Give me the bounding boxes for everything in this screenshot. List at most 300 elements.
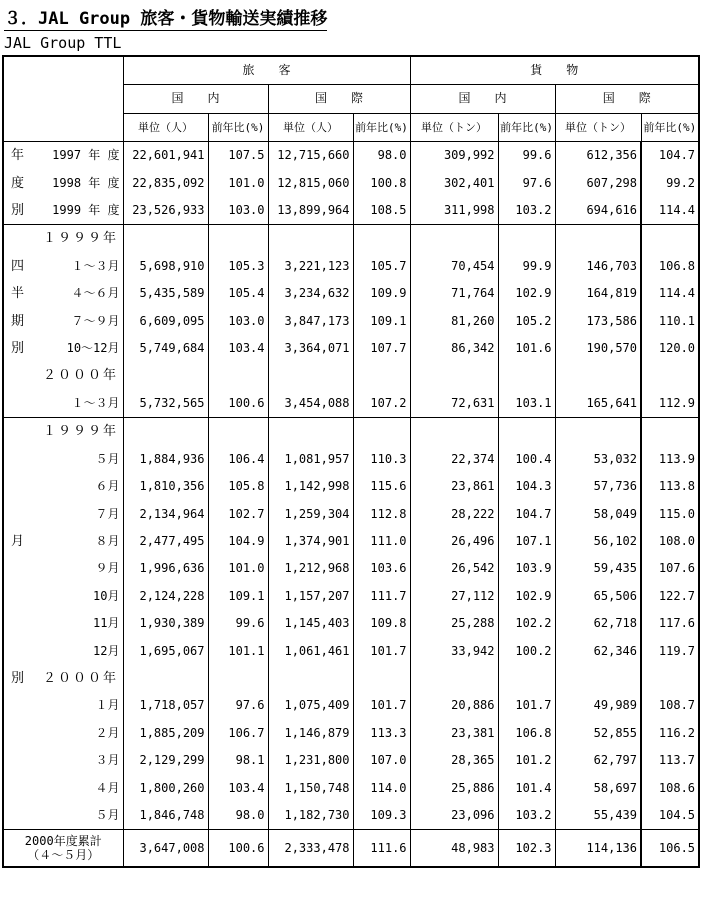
table-body [3,56,699,867]
row-label: ５月 [95,807,120,822]
yoy-cell: 102.2 [498,610,555,637]
month-row [3,501,699,528]
month-row [3,610,699,637]
yoy-cell: 101.6 [498,335,555,362]
empty-cell [268,225,353,253]
value-cell: 1,930,389 [123,610,208,637]
yoy-cell: 101.0 [208,555,268,582]
yoy-cell: 109.3 [353,802,410,830]
section-label-blank [3,775,31,802]
page-subtitle: JAL Group TTL [4,34,122,52]
empty-cell [555,362,641,389]
header-unit: 単位（トン） [410,113,498,141]
value-cell: 62,718 [555,610,641,637]
month-row [3,528,699,555]
value-cell: 164,819 [555,280,641,307]
yoy-cell: 108.6 [641,775,699,802]
value-cell: 62,797 [555,747,641,774]
row-label: １月 [95,698,120,713]
value-cell: 1,846,748 [123,802,208,830]
month-row [3,802,699,830]
yoy-cell: 99.9 [498,253,555,280]
yoy-cell: 122.7 [641,583,699,610]
value-cell: 2,124,228 [123,583,208,610]
section-label-blank [3,473,31,500]
empty-cell [410,665,498,692]
row-label: ６月 [95,479,120,494]
yoy-cell: 110.3 [353,446,410,473]
yoy-cell: 108.5 [353,197,410,225]
month-row [3,473,699,500]
header-unit: 単位（人） [123,113,208,141]
yoy-cell: 103.9 [498,555,555,582]
value-cell: 13,899,964 [268,197,353,225]
yoy-cell: 101.2 [498,747,555,774]
value-cell: 1,075,409 [268,692,353,719]
month-row [3,638,699,665]
header-yoy: 前年比(%) [641,113,699,141]
value-cell: 1,718,057 [123,692,208,719]
page-title: ３．JAL Group 旅客・貨物輸送実績推移 [4,4,327,31]
empty-cell [555,418,641,446]
value-cell: 165,641 [555,390,641,418]
row-label: ７～９月 [71,313,120,328]
yoy-cell: 99.6 [208,610,268,637]
value-cell: 3,647,008 [123,830,208,868]
value-cell: 1,695,067 [123,638,208,665]
value-cell: 55,439 [555,802,641,830]
row-label: １～３月 [71,395,120,410]
value-cell: 3,221,123 [268,253,353,280]
value-cell: 146,703 [555,253,641,280]
section-label: 年 [10,148,24,164]
yoy-cell: 107.7 [353,335,410,362]
value-cell: 22,835,092 [123,170,208,197]
empty-cell [555,225,641,253]
header-cargo-international: 国 際 [555,85,699,113]
yoy-cell: 100.6 [208,390,268,418]
header-yoy: 前年比(%) [353,113,410,141]
yoy-cell: 105.4 [208,280,268,307]
group-row [3,225,699,253]
row-label: 1997 年 度 [52,148,120,163]
section-label: 期 [10,313,24,329]
annual-row [3,142,699,170]
section-label-blank [3,390,31,418]
empty-cell [410,362,498,389]
yoy-cell: 103.0 [208,308,268,335]
empty-cell [353,665,410,692]
value-cell: 5,732,565 [123,390,208,418]
transport-results-table [2,55,700,868]
value-cell: 1,182,730 [268,802,353,830]
empty-cell [123,418,208,446]
yoy-cell: 109.9 [353,280,410,307]
yoy-cell: 109.1 [353,308,410,335]
yoy-cell: 103.2 [498,197,555,225]
header-yoy: 前年比(%) [208,113,268,141]
header-cargo-domestic: 国 内 [410,85,555,113]
value-cell: 56,102 [555,528,641,555]
yoy-cell: 102.3 [498,830,555,868]
value-cell: 72,631 [410,390,498,418]
value-cell: 302,401 [410,170,498,197]
header-unit: 単位（人） [268,113,353,141]
yoy-cell: 100.8 [353,170,410,197]
yoy-cell: 103.6 [353,555,410,582]
yoy-cell: 111.7 [353,583,410,610]
yoy-cell: 101.7 [353,692,410,719]
section-label-blank [3,446,31,473]
row-label: ７月 [95,506,120,521]
yoy-cell: 119.7 [641,638,699,665]
yoy-cell: 102.7 [208,501,268,528]
value-cell: 5,698,910 [123,253,208,280]
value-cell: 1,810,356 [123,473,208,500]
header-passenger-international: 国 際 [268,85,410,113]
yoy-cell: 107.1 [498,528,555,555]
yoy-cell: 101.4 [498,775,555,802]
month-row [3,583,699,610]
value-cell: 59,435 [555,555,641,582]
yoy-cell: 108.7 [641,692,699,719]
yoy-cell: 109.8 [353,610,410,637]
value-cell: 81,260 [410,308,498,335]
row-label: 10～12月 [66,341,120,356]
value-cell: 48,983 [410,830,498,868]
cumulative-label [3,830,123,868]
yoy-cell: 112.9 [641,390,699,418]
yoy-cell: 98.0 [208,802,268,830]
value-cell: 1,996,636 [123,555,208,582]
empty-cell [353,225,410,253]
yoy-cell: 98.1 [208,747,268,774]
value-cell: 6,609,095 [123,308,208,335]
value-cell: 22,374 [410,446,498,473]
header-passenger: 旅 客 [123,56,410,85]
yoy-cell: 112.8 [353,501,410,528]
value-cell: 25,886 [410,775,498,802]
value-cell: 1,884,936 [123,446,208,473]
month-row [3,747,699,774]
yoy-cell: 111.0 [353,528,410,555]
yoy-cell: 102.9 [498,280,555,307]
yoy-cell: 106.7 [208,720,268,747]
section-label: 別 [10,670,24,686]
yoy-cell: 103.1 [498,390,555,418]
section-label: 別 [10,341,24,357]
annual-row [3,170,699,197]
value-cell: 71,764 [410,280,498,307]
value-cell: 27,112 [410,583,498,610]
section-label-blank [3,555,31,582]
value-cell: 612,356 [555,142,641,170]
group-label: １９９９年 [31,418,123,446]
empty-cell [641,665,699,692]
row-label: 11月 [93,616,120,631]
empty-cell [123,665,208,692]
value-cell: 3,364,071 [268,335,353,362]
month-row [3,720,699,747]
cumulative-row [3,830,699,868]
yoy-cell: 105.3 [208,253,268,280]
empty-cell [123,362,208,389]
empty-cell [410,225,498,253]
section-label-blank [3,583,31,610]
yoy-cell: 108.0 [641,528,699,555]
yoy-cell: 100.2 [498,638,555,665]
empty-cell [208,362,268,389]
yoy-cell: 114.4 [641,197,699,225]
value-cell: 33,942 [410,638,498,665]
empty-cell [410,418,498,446]
value-cell: 5,749,684 [123,335,208,362]
value-cell: 12,715,660 [268,142,353,170]
value-cell: 23,381 [410,720,498,747]
row-label: 1998 年 度 [52,175,120,190]
yoy-cell: 115.6 [353,473,410,500]
value-cell: 607,298 [555,170,641,197]
yoy-cell: 110.1 [641,308,699,335]
row-label: ４～６月 [71,286,120,301]
yoy-cell: 97.6 [498,170,555,197]
value-cell: 12,815,060 [268,170,353,197]
value-cell: 5,435,589 [123,280,208,307]
value-cell: 70,454 [410,253,498,280]
value-cell: 1,259,304 [268,501,353,528]
value-cell: 1,212,968 [268,555,353,582]
value-cell: 1,885,209 [123,720,208,747]
empty-cell [208,225,268,253]
yoy-cell: 104.3 [498,473,555,500]
yoy-cell: 107.2 [353,390,410,418]
value-cell: 1,800,260 [123,775,208,802]
value-cell: 49,989 [555,692,641,719]
group-row [3,418,699,446]
value-cell: 1,157,207 [268,583,353,610]
yoy-cell: 113.7 [641,747,699,774]
value-cell: 1,146,879 [268,720,353,747]
value-cell: 58,697 [555,775,641,802]
value-cell: 26,542 [410,555,498,582]
yoy-cell: 117.6 [641,610,699,637]
value-cell: 28,222 [410,501,498,528]
value-cell: 3,234,632 [268,280,353,307]
row-label: 10月 [93,588,120,603]
empty-cell [268,362,353,389]
section-label-blank [3,225,31,253]
yoy-cell: 101.1 [208,638,268,665]
empty-cell [641,225,699,253]
yoy-cell: 107.0 [353,747,410,774]
yoy-cell: 98.0 [353,142,410,170]
value-cell: 1,374,901 [268,528,353,555]
value-cell: 114,136 [555,830,641,868]
month-row [3,775,699,802]
value-cell: 1,142,998 [268,473,353,500]
value-cell: 62,346 [555,638,641,665]
value-cell: 2,129,299 [123,747,208,774]
row-label: ３月 [95,753,120,768]
yoy-cell: 109.1 [208,583,268,610]
empty-cell [498,225,555,253]
empty-cell [555,665,641,692]
yoy-cell: 103.4 [208,335,268,362]
empty-cell [268,665,353,692]
header-yoy: 前年比(%) [498,113,555,141]
month-row [3,446,699,473]
section-label-blank [3,610,31,637]
section-label: 四 [10,258,24,274]
value-cell: 23,861 [410,473,498,500]
group-row [3,665,699,692]
section-label-blank [3,501,31,528]
value-cell: 26,496 [410,528,498,555]
value-cell: 53,032 [555,446,641,473]
empty-cell [353,362,410,389]
row-label: 1999 年 度 [52,203,120,218]
quarter-row [3,253,699,280]
yoy-cell: 101.7 [498,692,555,719]
row-label: ８月 [95,533,120,548]
section-label-blank [3,720,31,747]
yoy-cell: 116.2 [641,720,699,747]
yoy-cell: 106.8 [498,720,555,747]
empty-cell [498,362,555,389]
yoy-cell: 105.8 [208,473,268,500]
section-label: 度 [10,175,24,191]
section-label-blank [3,418,31,446]
yoy-cell: 103.0 [208,197,268,225]
empty-cell [268,418,353,446]
row-label: １～３月 [71,258,120,273]
yoy-cell: 100.6 [208,830,268,868]
yoy-cell: 113.9 [641,446,699,473]
yoy-cell: 103.2 [498,802,555,830]
header-cargo: 貨 物 [410,56,699,85]
value-cell: 1,231,800 [268,747,353,774]
row-label: 12月 [93,643,120,658]
quarter-row [3,308,699,335]
group-row [3,362,699,389]
yoy-cell: 105.7 [353,253,410,280]
value-cell: 57,736 [555,473,641,500]
row-label: ５月 [95,451,120,466]
yoy-cell: 104.5 [641,802,699,830]
row-label: ４月 [95,780,120,795]
group-label: １９９９年 [31,225,123,253]
yoy-cell: 107.6 [641,555,699,582]
empty-cell [641,362,699,389]
annual-row [3,197,699,225]
yoy-cell: 105.2 [498,308,555,335]
value-cell: 694,616 [555,197,641,225]
yoy-cell: 101.7 [353,638,410,665]
group-label: ２０００年 [43,368,119,384]
cumulative-label-line1: 2000年度累計 [24,834,102,849]
quarter-row [3,390,699,418]
yoy-cell: 114.4 [641,280,699,307]
empty-cell [641,418,699,446]
quarter-row [3,335,699,362]
section-label-blank [3,638,31,665]
yoy-cell: 99.6 [498,142,555,170]
value-cell: 1,150,748 [268,775,353,802]
yoy-cell: 107.5 [208,142,268,170]
month-row [3,692,699,719]
section-label-blank [3,692,31,719]
quarter-row [3,280,699,307]
value-cell: 28,365 [410,747,498,774]
empty-cell [498,665,555,692]
value-cell: 25,288 [410,610,498,637]
empty-cell [498,418,555,446]
section-label-blank [3,802,31,830]
yoy-cell: 101.0 [208,170,268,197]
section-label: 月 [10,533,24,549]
yoy-cell: 106.4 [208,446,268,473]
yoy-cell: 113.3 [353,720,410,747]
section-label: 半 [10,286,24,302]
value-cell: 173,586 [555,308,641,335]
yoy-cell: 97.6 [208,692,268,719]
section-label-blank [3,747,31,774]
empty-cell [353,418,410,446]
yoy-cell: 113.8 [641,473,699,500]
value-cell: 1,061,461 [268,638,353,665]
yoy-cell: 120.0 [641,335,699,362]
value-cell: 3,454,088 [268,390,353,418]
yoy-cell: 99.2 [641,170,699,197]
value-cell: 1,145,403 [268,610,353,637]
value-cell: 22,601,941 [123,142,208,170]
value-cell: 20,886 [410,692,498,719]
value-cell: 58,049 [555,501,641,528]
value-cell: 65,506 [555,583,641,610]
yoy-cell: 106.5 [641,830,699,868]
value-cell: 311,998 [410,197,498,225]
yoy-cell: 102.9 [498,583,555,610]
value-cell: 2,477,495 [123,528,208,555]
value-cell: 190,570 [555,335,641,362]
yoy-cell: 104.7 [498,501,555,528]
value-cell: 86,342 [410,335,498,362]
row-label: ２月 [95,725,120,740]
yoy-cell: 111.6 [353,830,410,868]
header-corner [3,56,123,142]
yoy-cell: 103.4 [208,775,268,802]
value-cell: 309,992 [410,142,498,170]
header-passenger-domestic: 国 内 [123,85,268,113]
value-cell: 3,847,173 [268,308,353,335]
row-label: ９月 [95,561,120,576]
empty-cell [208,418,268,446]
value-cell: 1,081,957 [268,446,353,473]
value-cell: 2,333,478 [268,830,353,868]
cumulative-label-line2: （４～５月） [27,848,100,863]
section-label-blank [3,362,31,389]
empty-cell [208,665,268,692]
value-cell: 52,855 [555,720,641,747]
yoy-cell: 104.9 [208,528,268,555]
yoy-cell: 115.0 [641,501,699,528]
header-row-category [3,56,699,85]
yoy-cell: 104.7 [641,142,699,170]
yoy-cell: 114.0 [353,775,410,802]
value-cell: 23,526,933 [123,197,208,225]
yoy-cell: 100.4 [498,446,555,473]
yoy-cell: 106.8 [641,253,699,280]
